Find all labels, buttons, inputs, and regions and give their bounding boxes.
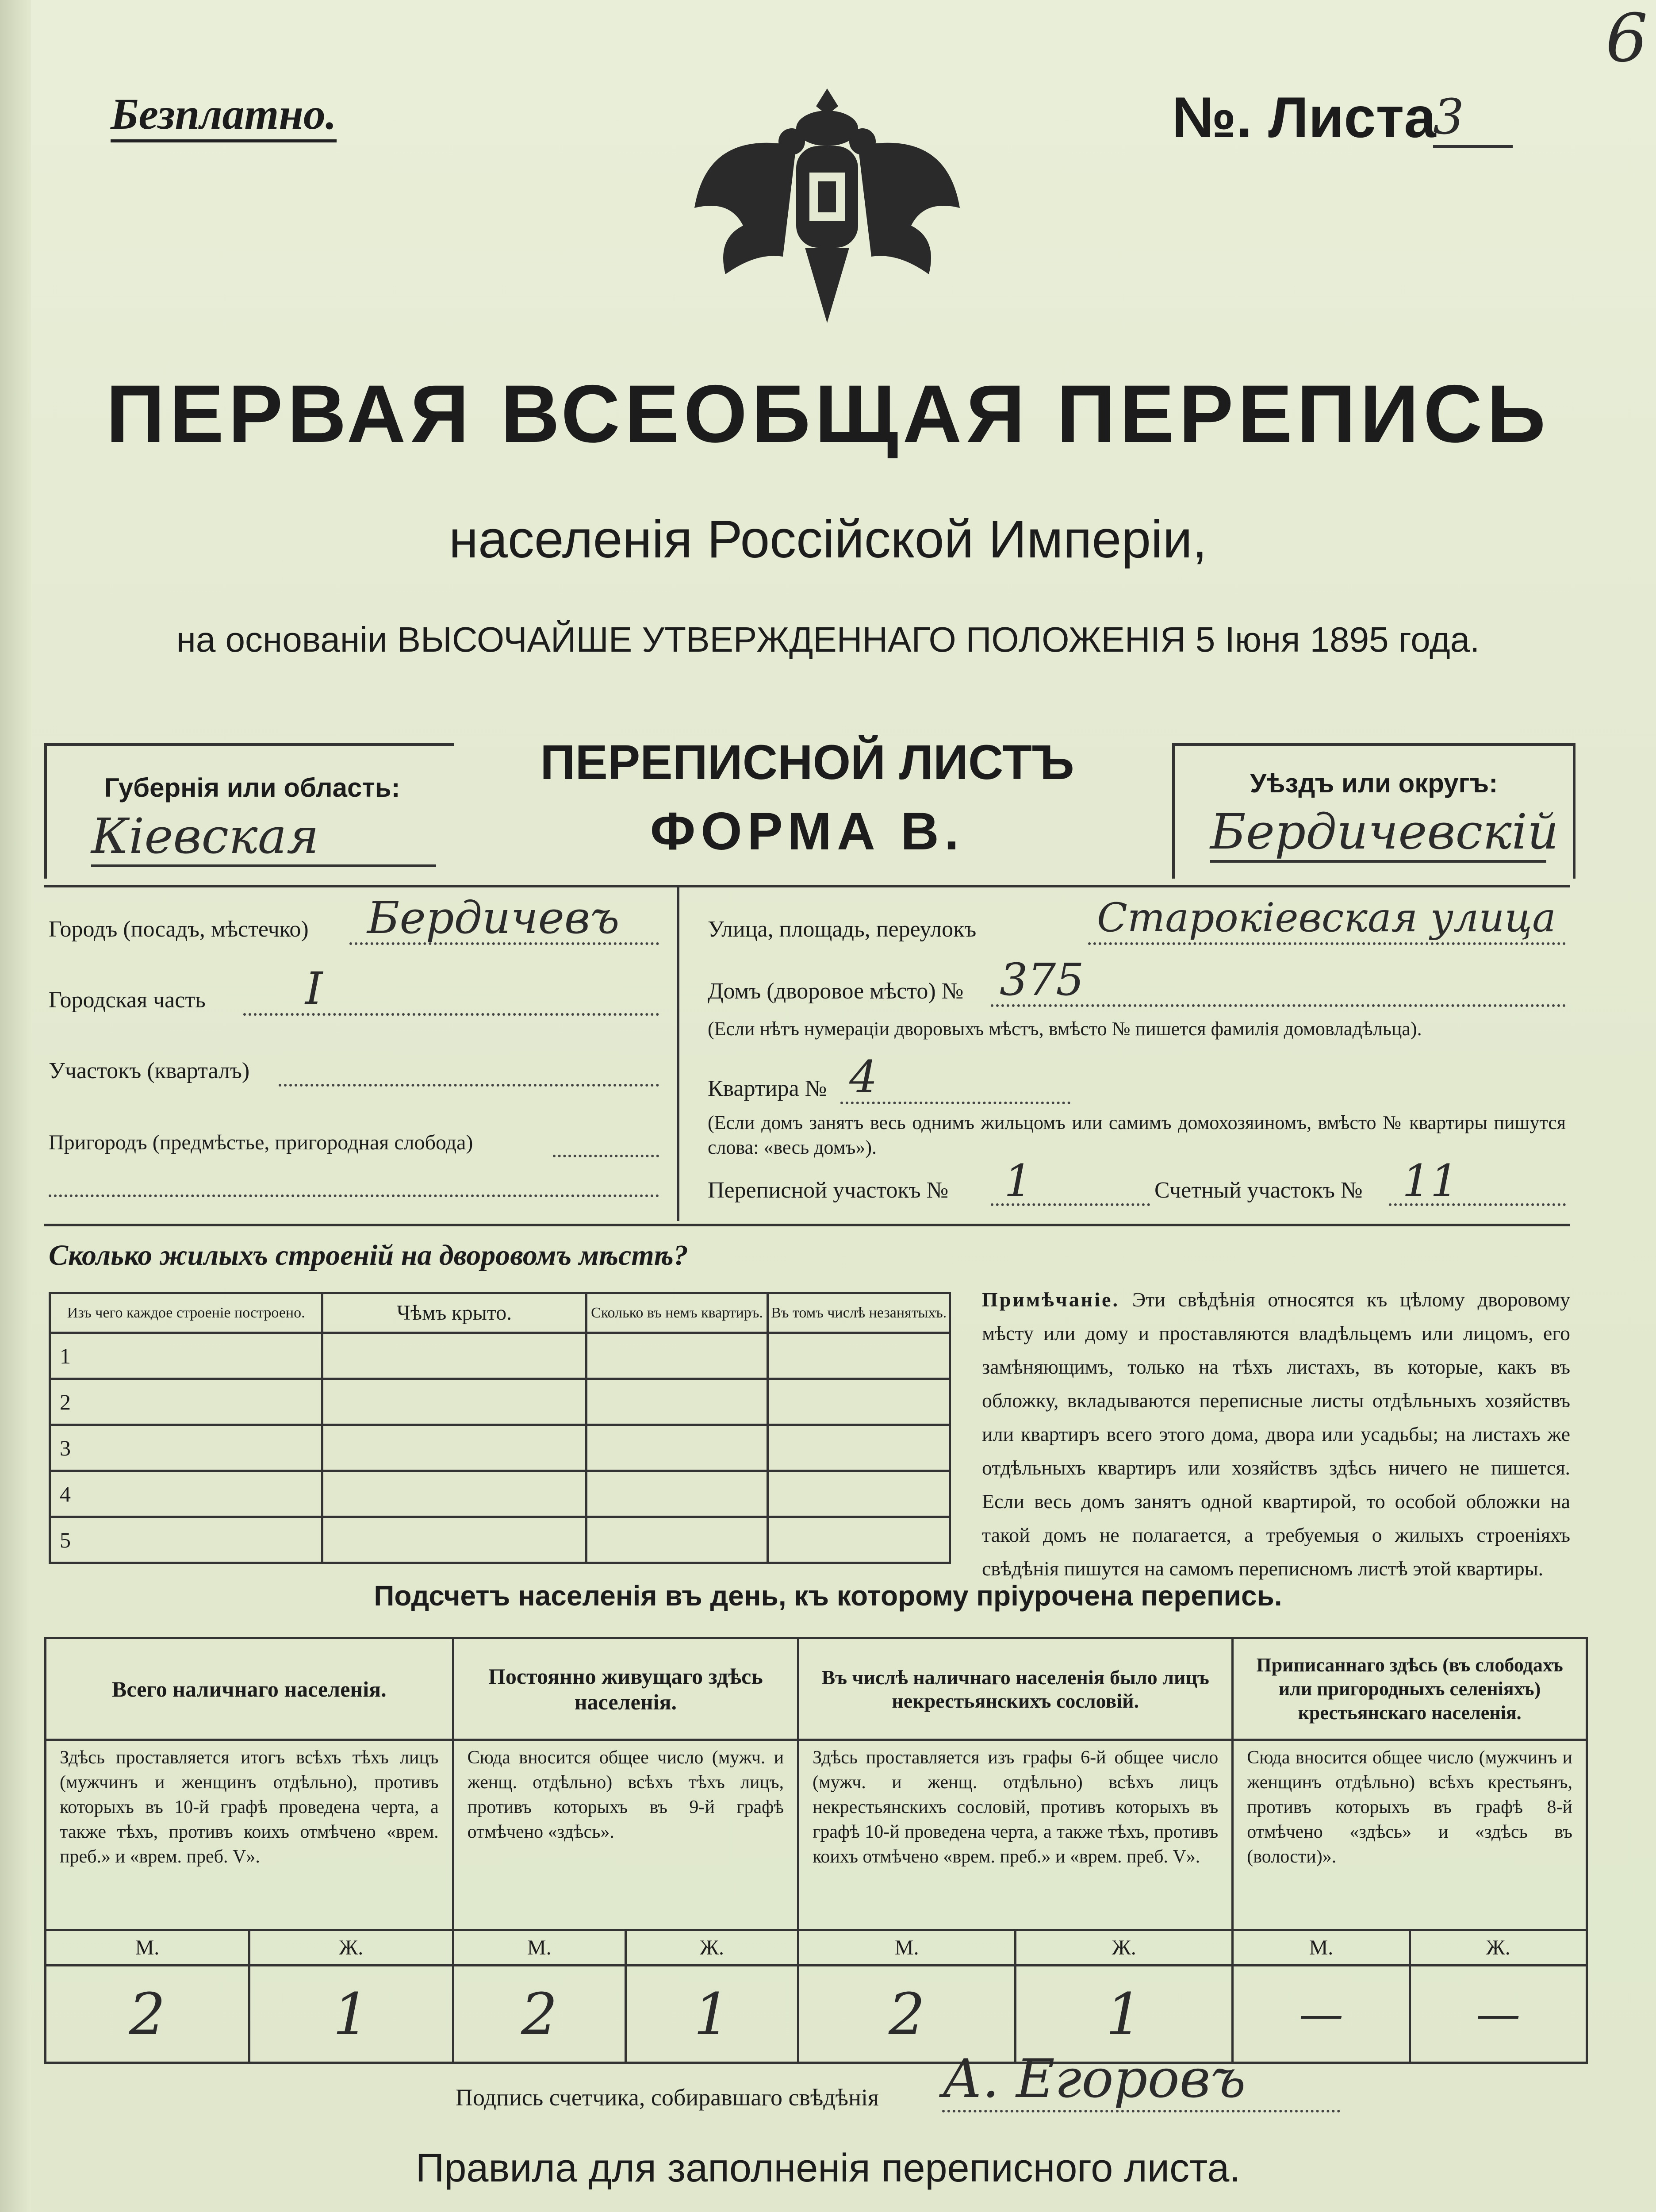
count-col-head: Приписаннаго здѣсь (въ слободахъ или пригородныхъ селеніяхъ) крестьянскаго населенія. [1233,1638,1587,1740]
gubernia-value: Кіевская [91,808,436,867]
field-areas: Переписной участокъ № 1 Счетный участокъ № 11 [708,1164,1566,1212]
buildings-header: Изъ чего каждое строеніе построено. [50,1293,322,1333]
rules-title: Правила для заполненія переписного листа. [415,2146,1241,2190]
title-basis: на основаніи ВЫСОЧАЙШЕ УТВЕРЖДЕННАГО ПОЛОЖЕНІЯ 5 Іюня 1895 года. [176,620,1480,659]
count-value: 2 [46,1966,249,2063]
form-letter: ФОРМА В. [650,802,965,861]
binding-edge [0,0,31,2212]
count-value: 1 [1016,1966,1233,2063]
table-row: 1 [50,1333,950,1379]
count-title: Подсчетъ населенія въ день, къ которому пріурочена перепись. [374,1580,1282,1612]
field-city-part: Городская часть I [49,973,659,1022]
table-row: 2 [50,1379,950,1425]
table-row: 3 [50,1425,950,1471]
count-value: 1 [249,1966,453,2063]
uezd-label: Уѣздъ или округъ: [1250,768,1498,798]
title-sub: населенія Россійской Имперіи, [448,510,1208,569]
uezd-value: Бердичевскій [1210,803,1546,863]
free-label: Безплатно. [111,88,337,142]
count-desc-row [46,1740,1587,1930]
form-title: ПЕРЕПИСНОЙ ЛИСТЪ [540,735,1074,790]
buildings-header: Сколько въ немъ квартиръ. [586,1293,768,1333]
field-apartment: Квартира № 4 [708,1057,1566,1110]
count-col-head: Постоянно живущаго здѣсь населенія. [453,1638,798,1740]
count-col-head: Всего наличнаго населенія. [46,1638,453,1740]
field-house: Домъ (дворовое мѣсто) № 375 [708,960,1566,1013]
sheet-number-label: №. Листа [1172,85,1436,150]
buildings-header: Въ томъ числѣ незанятыхъ. [768,1293,950,1333]
gubernia-label: Губернія или область: [104,773,400,803]
count-col-desc: Здѣсь проставляется итогъ всѣхъ тѣхъ лицъ (мужчинъ и женщинъ отдѣльно), противъ которыхъ въ 10-й графѣ проведена черта, а также тѣхъ, противъ коихъ отмѣчено «врем. преб.» и «врем. преб. V». [46,1740,453,1930]
count-value: — [1233,1966,1410,2063]
uezd-box [1172,743,1576,879]
signature: А. Егоровъ [942,2048,1340,2112]
count-value: 1 [625,1966,798,2063]
sheet-number-value: 3 [1433,88,1513,148]
double-headed-eagle-icon [694,80,960,336]
note-text: Эти свѣдѣнія относятся къ цѣлому дворовому мѣсту или дому и проставляются владѣльцемъ или лицомъ, его замѣняющимъ, только на тѣхъ листахъ, въ которые, какъ въ обложку, вкладываются переписные листы отдѣльныхъ хозяйствъ или квартиръ всего этого дома, двора или усадьбы; на листахъ же отдѣльныхъ квартиръ или хозяйствъ здѣсь ничего не пишется. Если весь домъ занятъ одной квартирой, то особой обложки на такой домъ не полагается, а требуемыя о жилыхъ строеніяхъ свѣдѣнія пишутся на самомъ переписномъ листѣ этой квартиры. [982,1288,1571,1580]
buildings-table [49,1292,951,1564]
note-title: Примѣчаніе. [982,1288,1119,1311]
count-col-desc: Здѣсь проставляется изъ графы 6-й общее число (мужч. и женщ. отдѣльно) всѣхъ лицъ некрестьянскихъ сословій, противъ которыхъ въ графѣ 10-й проведена черта, а также тѣхъ, противъ коихъ отмѣчено «врем. преб.» и «врем. преб. V». [798,1740,1233,1930]
count-col-head: Въ числѣ наличнаго населенія было лицъ некрестьянскихъ сословій. [798,1638,1233,1740]
field-street: Улица, площадь, переулокъ Старокіевская улица [708,898,1566,951]
count-value: 2 [453,1966,625,2063]
buildings-header: Чѣмъ крыто. [322,1293,586,1333]
address-divider [677,885,679,1221]
title-main: ПЕРВАЯ ВСЕОБЩАЯ ПЕРЕПИСЬ [106,369,1550,460]
buildings-header-row [50,1293,950,1333]
count-values-row [46,1966,1587,2063]
population-count-table [44,1637,1588,2064]
count-col-desc: Сюда вносится общее число (мужчинъ и женщинъ отдѣльно) всѣхъ крестьянъ, противъ которыхъ въ графѣ 8-й отмѣчено «здѣсь» и «здѣсь въ (волости)». [1233,1740,1587,1930]
count-value: 2 [798,1966,1016,2063]
field-suburb: Пригородъ (предмѣстье, пригородная слобода) [49,1115,659,1164]
suburb-extra-line [49,1194,659,1197]
gubernia-box [44,743,454,879]
note-block [982,1283,1570,1586]
page-number: 6 [1606,0,1648,77]
buildings-question: Сколько жилыхъ строеній на дворовомъ мѣстѣ? [49,1239,688,1271]
count-value: — [1410,1966,1587,2063]
count-mf-row: М. Ж. М. Ж. М. Ж. М. Ж. [46,1930,1587,1966]
count-col-desc: Сюда вносится общее число (мужч. и женщ. отдѣльно) всѣхъ тѣхъ лицъ, противъ которыхъ въ 9-й графѣ отмѣчено «здѣсь». [453,1740,798,1930]
field-block: Участокъ (кварталъ) [49,1044,659,1093]
table-row: 4 [50,1471,950,1517]
count-header-row [46,1638,1587,1740]
table-row: 5 [50,1517,950,1563]
apartment-note: (Если домъ занятъ весь однимъ жильцомъ или самимъ домохозяиномъ, вмѣсто № квартиры пишутся слова: «весь домъ»). [708,1112,1566,1158]
house-note: (Если нѣтъ нумераціи дворовыхъ мѣстъ, вмѣсто № пишется фамилія домовладѣльца). [708,1018,1422,1040]
signature-label: Подпись счетчика, собиравшаго свѣдѣнія [456,2084,879,2111]
field-city: Городъ (посадъ, мѣстечко) Бердичевъ [49,902,659,951]
